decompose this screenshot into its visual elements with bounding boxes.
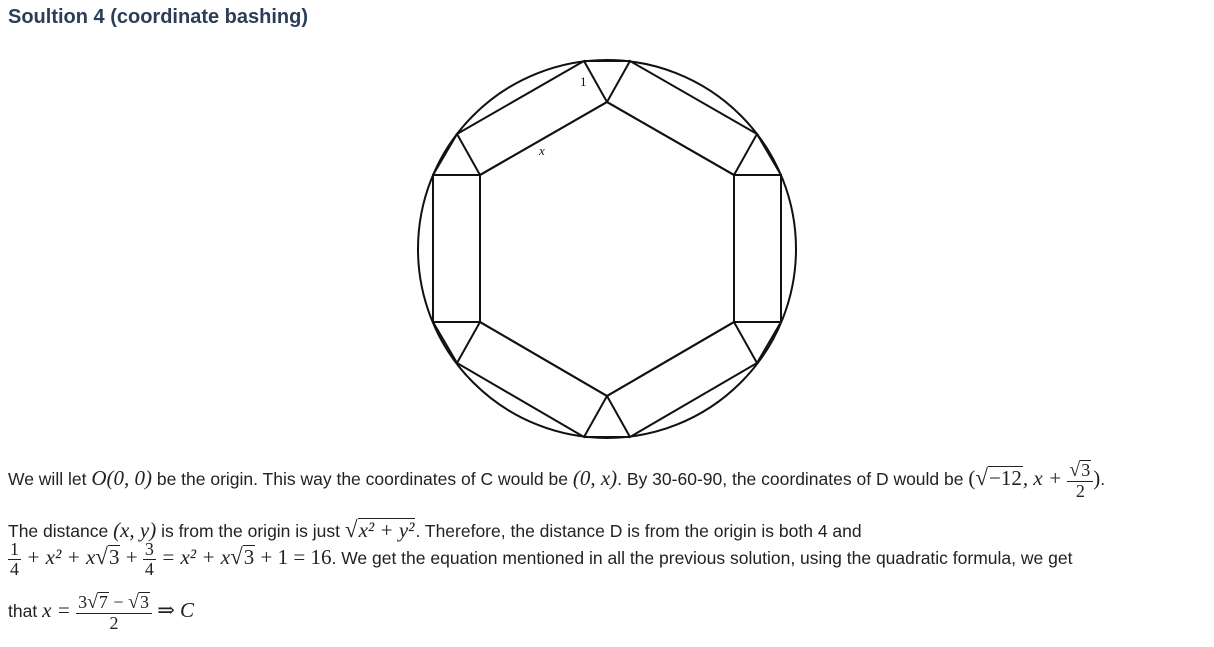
sqrt: √3 bbox=[95, 543, 120, 570]
math: (x, y) bbox=[113, 518, 157, 542]
math: ) bbox=[1093, 465, 1101, 490]
math: x = bbox=[42, 597, 77, 622]
sqrt: √x² + y² bbox=[344, 516, 415, 542]
label-one: 1 bbox=[580, 74, 587, 89]
text: is from the origin is just bbox=[156, 521, 345, 541]
math: O(0, 0) bbox=[91, 465, 152, 490]
math: , x + bbox=[1022, 465, 1068, 490]
math: + x² + x bbox=[21, 545, 96, 570]
text-line-3 bbox=[8, 540, 1072, 579]
fraction: $\frac{1}{4}$ bbox=[10, 539, 19, 579]
solution-heading: Soultion 4 (coordinate bashing) bbox=[8, 6, 308, 28]
math: ( bbox=[968, 465, 976, 490]
outer-circle bbox=[418, 60, 796, 438]
rectangle-lower-left bbox=[457, 322, 607, 437]
text: The distance bbox=[8, 521, 114, 541]
text: . We get the equation mentioned in all the previous solution, using the quadratic formula, we get bbox=[331, 548, 1073, 569]
label-x: x bbox=[539, 143, 545, 158]
text: . Therefore, the distance D is from the origin is both 4 and bbox=[415, 521, 862, 541]
text-line-2 bbox=[8, 516, 862, 543]
text: . By 30-60-90, the coordinates of D would be bbox=[617, 468, 969, 489]
fraction: $\frac{√3}{2}$ bbox=[1067, 460, 1093, 501]
math: = x² + x bbox=[155, 545, 231, 570]
text-line-4 bbox=[8, 592, 194, 633]
rectangle-right bbox=[734, 175, 781, 322]
text: We will let bbox=[8, 468, 92, 489]
text-line-1 bbox=[8, 460, 1105, 501]
sqrt: √−12 bbox=[975, 463, 1022, 490]
rectangle-left bbox=[433, 175, 480, 322]
fraction: $\frac{3}{4}$ bbox=[144, 539, 154, 579]
rectangle-upper-right bbox=[607, 61, 757, 175]
text: be the origin. This way the coordinates of C would be bbox=[151, 468, 573, 489]
text: that bbox=[8, 600, 43, 621]
sqrt: √3 bbox=[230, 543, 255, 570]
math: ⇒ C bbox=[151, 597, 195, 622]
inner-hexagon bbox=[480, 102, 734, 396]
fraction: $\frac{3√7 - √3}{2}$ bbox=[76, 592, 152, 633]
text: . bbox=[1100, 468, 1106, 489]
math: (0, x) bbox=[572, 465, 618, 490]
math: + 1 = 16 bbox=[255, 545, 332, 570]
rectangles bbox=[433, 61, 781, 437]
math: + bbox=[120, 545, 143, 570]
rectangle-lower-right bbox=[607, 322, 757, 437]
